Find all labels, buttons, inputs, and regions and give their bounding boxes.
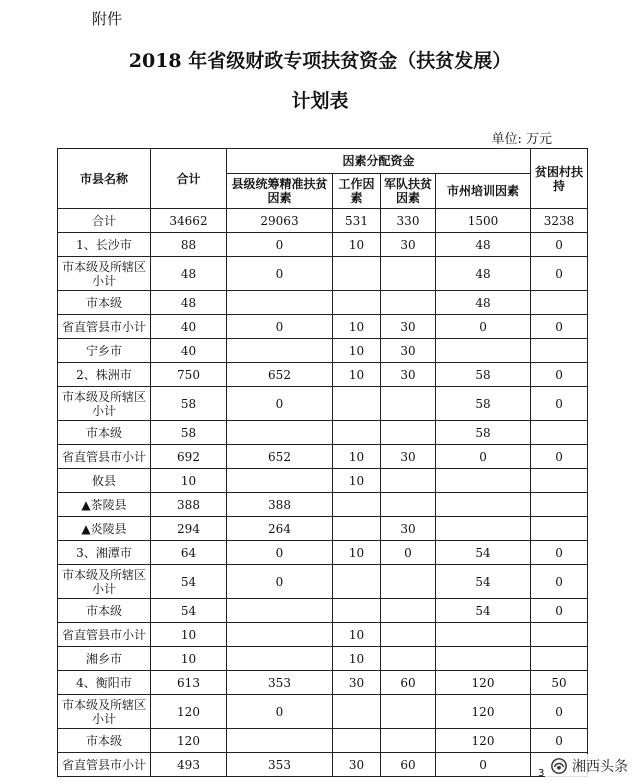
cell-village-support [531, 421, 588, 445]
table-row [58, 623, 588, 647]
cell-city-training [436, 623, 531, 647]
cell-work-factor [333, 729, 381, 753]
cell-county-factor: 388 [227, 493, 333, 517]
cell-total: 750 [151, 363, 227, 387]
watermark-text: 湘西头条 [572, 759, 628, 775]
cell-army-factor [381, 493, 436, 517]
cell-county-factor [227, 729, 333, 753]
cell-county-factor: 353 [227, 671, 333, 695]
cell-village-support [531, 647, 588, 671]
header-factor-group: 因素分配资金 [227, 149, 531, 174]
cell-county-factor: 29063 [227, 209, 333, 233]
watermark [544, 754, 634, 778]
cell-region: 攸县 [58, 469, 151, 493]
cell-county-factor: 264 [227, 517, 333, 541]
header-county-factor: 县级统筹精准扶贫因素 [227, 174, 333, 209]
funding-plan-table [57, 148, 588, 777]
table-row [58, 387, 588, 421]
cell-total: 388 [151, 493, 227, 517]
cell-army-factor: 60 [381, 671, 436, 695]
cell-county-factor: 353 [227, 753, 333, 777]
cell-work-factor: 10 [333, 363, 381, 387]
cell-army-factor [381, 599, 436, 623]
cell-total: 40 [151, 339, 227, 363]
cell-region: 市本级及所辖区小计 [58, 565, 151, 599]
cell-total: 10 [151, 623, 227, 647]
cell-total: 10 [151, 469, 227, 493]
cell-army-factor [381, 565, 436, 599]
cell-county-factor: 0 [227, 315, 333, 339]
cell-city-training: 0 [436, 753, 531, 777]
cell-village-support [531, 469, 588, 493]
table-row [58, 209, 588, 233]
cell-city-training: 54 [436, 599, 531, 623]
cell-city-training: 54 [436, 565, 531, 599]
cell-work-factor: 10 [333, 315, 381, 339]
header-city-training-factor: 市州培训因素 [436, 174, 531, 209]
unit-label: 单位: 万元 [491, 132, 552, 147]
cell-region: 省直管县市小计 [58, 315, 151, 339]
cell-city-training: 120 [436, 671, 531, 695]
cell-village-support [531, 493, 588, 517]
cell-city-training: 0 [436, 445, 531, 469]
cell-city-training: 58 [436, 421, 531, 445]
cell-county-factor [227, 623, 333, 647]
cell-village-support: 50 [531, 671, 588, 695]
cell-army-factor [381, 647, 436, 671]
cell-region: 市本级 [58, 599, 151, 623]
cell-region: 市本级及所辖区小计 [58, 387, 151, 421]
cell-region: 省直管县市小计 [58, 623, 151, 647]
cell-work-factor: 531 [333, 209, 381, 233]
cell-total: 120 [151, 695, 227, 729]
cell-city-training: 120 [436, 695, 531, 729]
cell-work-factor [333, 257, 381, 291]
cell-village-support: 0 [531, 387, 588, 421]
table-row [58, 517, 588, 541]
table-row [58, 257, 588, 291]
table-row [58, 695, 588, 729]
cell-army-factor [381, 695, 436, 729]
cell-work-factor: 10 [333, 469, 381, 493]
cell-total: 10 [151, 647, 227, 671]
cell-city-training: 54 [436, 541, 531, 565]
header-village-support: 贫困村扶持 [531, 149, 588, 209]
cell-region: 市本级及所辖区小计 [58, 257, 151, 291]
cell-city-training: 48 [436, 291, 531, 315]
cell-village-support: 0 [531, 315, 588, 339]
cell-county-factor: 0 [227, 257, 333, 291]
cell-army-factor: 30 [381, 315, 436, 339]
cell-work-factor: 10 [333, 647, 381, 671]
cell-county-factor: 0 [227, 541, 333, 565]
cell-work-factor: 30 [333, 671, 381, 695]
cell-army-factor: 30 [381, 363, 436, 387]
cell-region: 湘乡市 [58, 647, 151, 671]
cell-total: 58 [151, 387, 227, 421]
cell-work-factor [333, 493, 381, 517]
cell-county-factor [227, 599, 333, 623]
cell-work-factor [333, 387, 381, 421]
table-row [58, 753, 588, 777]
table-row [58, 541, 588, 565]
cell-village-support: 0 [531, 695, 588, 729]
cell-work-factor [333, 565, 381, 599]
cell-total: 54 [151, 599, 227, 623]
cell-total: 493 [151, 753, 227, 777]
header-total: 合计 [151, 149, 227, 209]
cell-county-factor: 0 [227, 695, 333, 729]
cell-county-factor [227, 421, 333, 445]
cell-county-factor: 0 [227, 565, 333, 599]
cell-village-support: 0 [531, 257, 588, 291]
cell-region: ▲炎陵县 [58, 517, 151, 541]
cell-total: 48 [151, 257, 227, 291]
cell-village-support [531, 291, 588, 315]
cell-village-support: 0 [531, 599, 588, 623]
cell-city-training: 1500 [436, 209, 531, 233]
cell-city-training [436, 469, 531, 493]
cell-county-factor: 652 [227, 363, 333, 387]
cell-army-factor [381, 469, 436, 493]
cell-city-training [436, 493, 531, 517]
cell-village-support: 0 [531, 565, 588, 599]
table-row [58, 445, 588, 469]
cell-army-factor: 330 [381, 209, 436, 233]
table-row [58, 363, 588, 387]
cell-region: 1、长沙市 [58, 233, 151, 257]
cell-village-support: 0 [531, 445, 588, 469]
table-row [58, 291, 588, 315]
cell-city-training: 120 [436, 729, 531, 753]
cell-work-factor: 10 [333, 623, 381, 647]
table-row [58, 729, 588, 753]
cell-total: 48 [151, 291, 227, 315]
cell-work-factor [333, 421, 381, 445]
cell-army-factor [381, 387, 436, 421]
cell-work-factor: 10 [333, 445, 381, 469]
table-row [58, 421, 588, 445]
cell-region: 市本级 [58, 729, 151, 753]
cell-village-support [531, 623, 588, 647]
watermark-logo-icon [550, 757, 568, 775]
cell-region: 市本级 [58, 421, 151, 445]
cell-work-factor [333, 695, 381, 729]
cell-village-support: 0 [531, 729, 588, 753]
cell-army-factor: 30 [381, 339, 436, 363]
cell-army-factor: 30 [381, 233, 436, 257]
cell-work-factor [333, 517, 381, 541]
cell-county-factor [227, 469, 333, 493]
table-body [58, 209, 588, 777]
cell-total: 613 [151, 671, 227, 695]
document-title: 2018 年省级财政专项扶贫资金（扶贫发展） [128, 50, 512, 72]
cell-village-support [531, 339, 588, 363]
table-row [58, 565, 588, 599]
cell-work-factor: 10 [333, 233, 381, 257]
cell-army-factor [381, 729, 436, 753]
table-row [58, 469, 588, 493]
cell-village-support: 3238 [531, 209, 588, 233]
cell-army-factor: 60 [381, 753, 436, 777]
cell-total: 294 [151, 517, 227, 541]
attachment-label: 附件 [92, 10, 123, 28]
table-row [58, 599, 588, 623]
cell-region: 市本级 [58, 291, 151, 315]
cell-region: ▲茶陵县 [58, 493, 151, 517]
cell-region: 合计 [58, 209, 151, 233]
cell-city-training [436, 339, 531, 363]
cell-work-factor [333, 291, 381, 315]
cell-region: 市本级及所辖区小计 [58, 695, 151, 729]
cell-army-factor [381, 421, 436, 445]
cell-region: 省直管县市小计 [58, 753, 151, 777]
cell-work-factor: 10 [333, 541, 381, 565]
page-number: 3 [538, 768, 545, 779]
cell-work-factor: 30 [333, 753, 381, 777]
table-row [58, 671, 588, 695]
cell-city-training: 58 [436, 387, 531, 421]
cell-city-training [436, 517, 531, 541]
cell-army-factor: 30 [381, 517, 436, 541]
cell-county-factor: 652 [227, 445, 333, 469]
cell-region: 3、湘潭市 [58, 541, 151, 565]
cell-county-factor: 0 [227, 233, 333, 257]
cell-total: 120 [151, 729, 227, 753]
cell-city-training: 0 [436, 315, 531, 339]
cell-region: 宁乡市 [58, 339, 151, 363]
cell-work-factor: 10 [333, 339, 381, 363]
cell-city-training [436, 647, 531, 671]
cell-army-factor: 30 [381, 445, 436, 469]
cell-county-factor [227, 647, 333, 671]
cell-total: 40 [151, 315, 227, 339]
table-row [58, 493, 588, 517]
cell-county-factor: 0 [227, 387, 333, 421]
header-work-factor: 工作因素 [333, 174, 381, 209]
cell-village-support [531, 517, 588, 541]
cell-work-factor [333, 599, 381, 623]
cell-county-factor [227, 291, 333, 315]
cell-region: 4、衡阳市 [58, 671, 151, 695]
cell-region: 2、株洲市 [58, 363, 151, 387]
cell-region: 省直管县市小计 [58, 445, 151, 469]
cell-total: 34662 [151, 209, 227, 233]
cell-city-training: 48 [436, 257, 531, 291]
header-region: 市县名称 [58, 149, 151, 209]
cell-village-support: 0 [531, 541, 588, 565]
cell-army-factor [381, 291, 436, 315]
cell-city-training: 48 [436, 233, 531, 257]
cell-city-training: 58 [436, 363, 531, 387]
document-subtitle: 计划表 [291, 90, 349, 112]
table-row [58, 315, 588, 339]
cell-total: 58 [151, 421, 227, 445]
cell-village-support: 0 [531, 233, 588, 257]
table-row [58, 233, 588, 257]
cell-army-factor: 0 [381, 541, 436, 565]
cell-county-factor [227, 339, 333, 363]
cell-village-support: 0 [531, 363, 588, 387]
table-row [58, 647, 588, 671]
cell-total: 692 [151, 445, 227, 469]
table-row [58, 339, 588, 363]
cell-total: 54 [151, 565, 227, 599]
cell-total: 88 [151, 233, 227, 257]
cell-army-factor [381, 257, 436, 291]
cell-total: 64 [151, 541, 227, 565]
header-army-factor: 军队扶贫因素 [381, 174, 436, 209]
cell-army-factor [381, 623, 436, 647]
